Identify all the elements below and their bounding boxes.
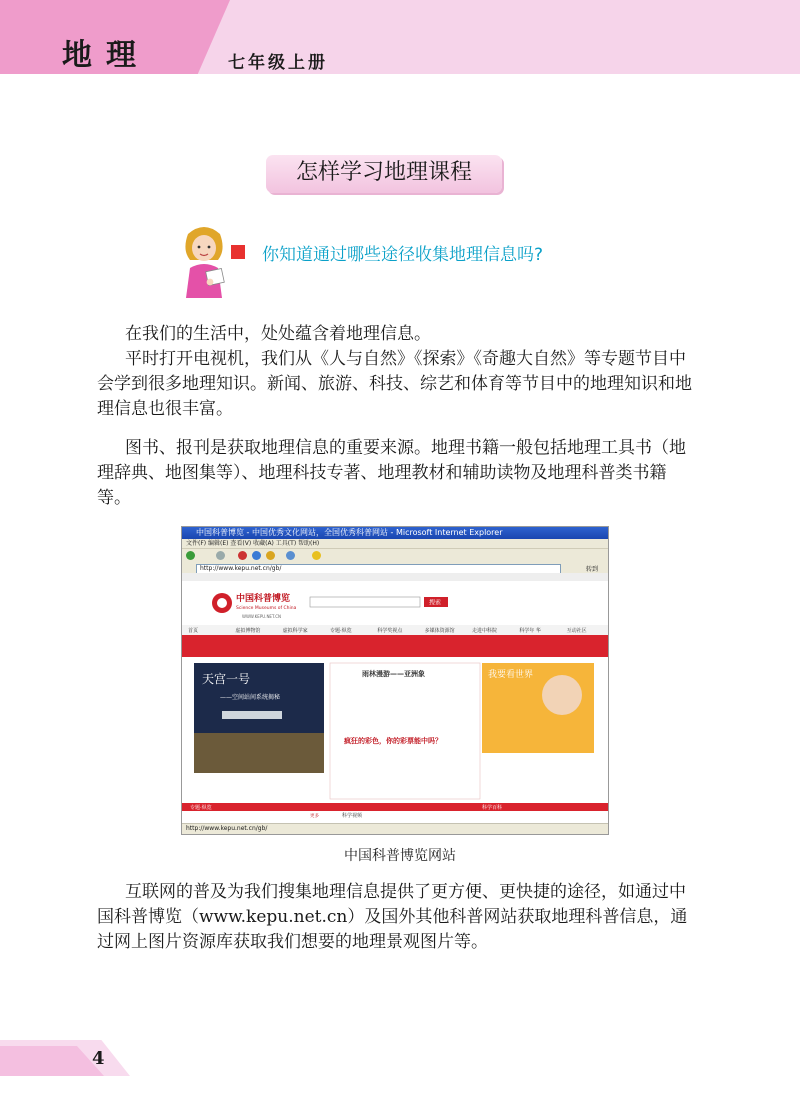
site-nav-item: 走进中科院 [472,628,498,634]
paragraph-4: 互联网的普及为我们搜集地理信息提供了更方便、更快捷的途径，如通过中国科普博览（www.kepu.net.cn）及国外其他科普网站获取地理科普信息，通过网上图片资源库获取我们想要的地理景观图片等。 [97,882,688,952]
section-title: 怎样学习地理课程 [266,155,502,193]
favorites-icon [312,551,321,560]
address-row [182,563,608,573]
banner-title: 天宫一号 [202,672,251,686]
paragraph-2: 平时打开电视机，我们从《人与自然》《探索》《奇趣大自然》等专题节目中会学到很多地理知识。新闻、旅游、科技、综艺和体育等节目中的地理知识和地理信息也很丰富。 [97,349,692,419]
search-icon [286,551,295,560]
paragraph-1: 在我们的生活中，处处蕴含着地理信息。 [125,324,431,344]
more-link: 更多 [310,814,319,819]
site-nav-item: 互动社区 [566,628,587,634]
site-search-button: 搜索 [429,599,442,607]
browser-status-bar: http://www.kepu.net.cn/gb/ [182,823,609,834]
website-screenshot [181,526,609,835]
question-bullet [231,245,245,259]
question-text: 你知道通过哪些途径收集地理信息吗? [262,245,544,265]
feature-question: 疯狂的彩色，你的彩票能中吗？ [344,737,442,745]
browser-toolbar [182,548,608,563]
section-tab-3: 科学百科 [482,805,503,811]
site-nav-item: 虚拟博物馆 [235,628,261,634]
browser-menu-bar: 文件(F) 编辑(E) 查看(V) 收藏(A) 工具(T) 帮助(H) [182,539,608,548]
figure-caption: 中国科普博览网站 [344,848,456,864]
site-nav-item: 专题·纵览 [330,628,352,634]
site-name: 中国科普博览 [236,594,291,604]
site-url-label: WWW.KEPU.NET.CN [242,614,281,619]
back-icon [186,551,195,560]
refresh-icon [252,551,261,560]
section-tab-1: 专题·纵览 [190,805,212,811]
banner-subtitle: ——空间站间系统揭秘 [220,694,281,701]
home-icon [266,551,275,560]
student-illustration [174,224,234,298]
site-nav-item: 虚拟科学家 [282,628,308,634]
stop-icon [238,551,247,560]
page-number: 4 [92,1048,105,1069]
page-header [0,0,800,74]
site-page-render [182,573,608,823]
feature-title: 雨林漫游——亚洲象 [362,670,425,678]
site-page [182,573,608,823]
site-nav-item: 多媒体资源馆 [424,628,455,634]
forward-icon [216,551,225,560]
subject-title: 地理 [62,38,150,73]
paragraph-3: 图书、报刊是获取地理信息的重要来源。地理书籍一般包括地理工具书（地理辞典、地图集等）、地理科技专著、地理教材和辅助读物及地理科普类书籍等。 [97,438,686,508]
site-nav-item: 科学奖视点 [377,628,403,634]
ad-text: 我要看世界 [488,670,534,680]
browser-title-bar: 中国科普博览 - 中国优秀文化网站，全国优秀科普网站 - Microsoft Internet Explorer [182,527,608,539]
site-subtitle: Science Museums of China [236,606,297,611]
site-nav-item: 首页 [188,628,199,634]
grade-label: 七年级上册 [228,53,328,73]
site-nav-item: 科学年 华 [519,628,541,634]
section-tab-2: 科学视频 [342,813,363,819]
address-bar: http://www.kepu.net.cn/gb/ [196,564,561,574]
go-button: 转到 [585,566,598,573]
